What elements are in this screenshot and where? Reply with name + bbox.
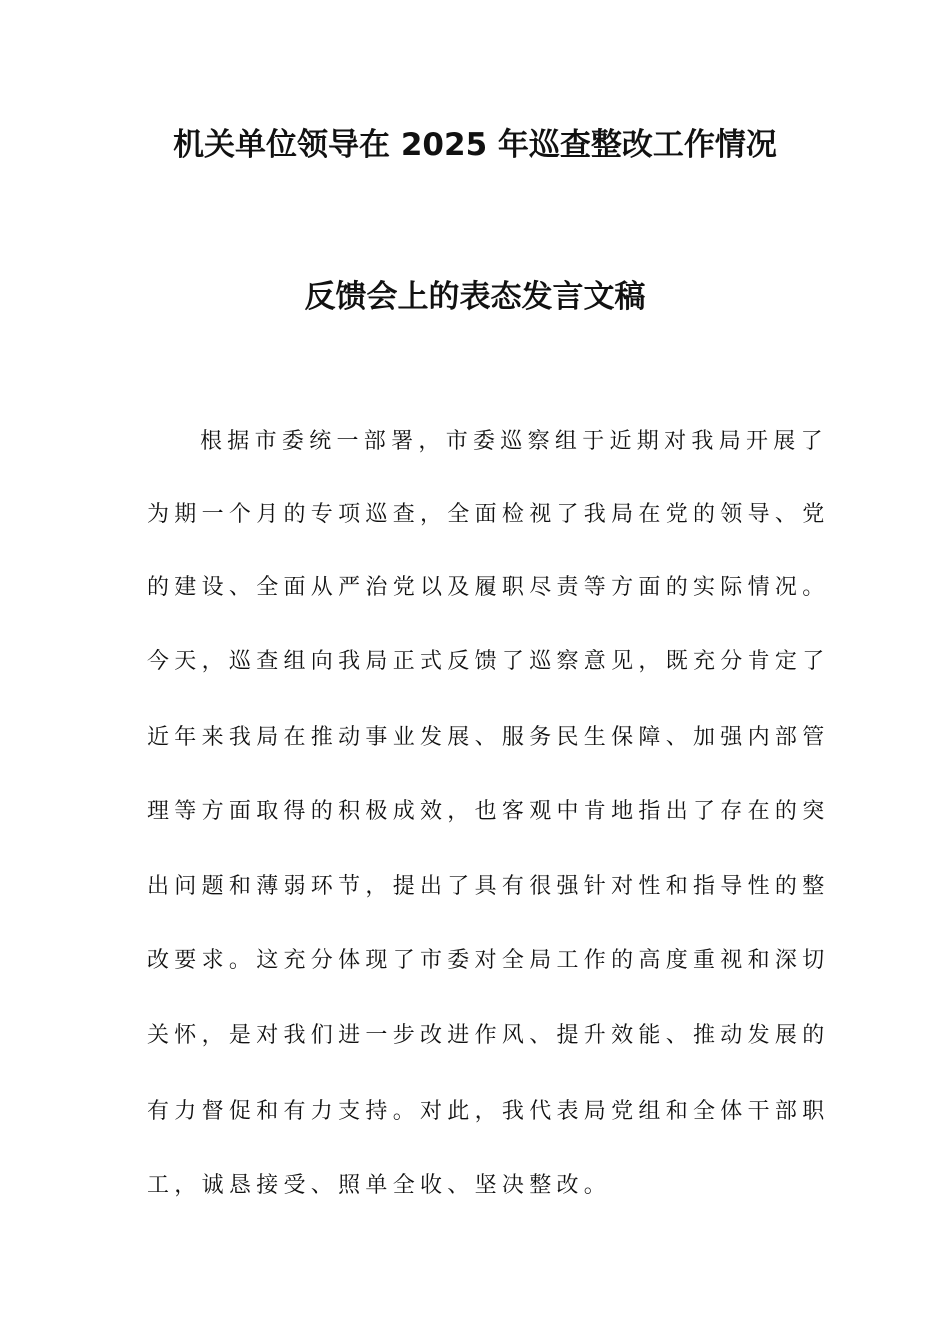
paragraph-line: 出问题和薄弱环节，提出了具有很强针对性和指导性的整 xyxy=(147,874,830,899)
paragraph-line: 近年来我局在推动事业发展、服务民生保障、加强内部管 xyxy=(147,725,830,750)
paragraph-line: 的建设、全面从严治党以及履职尽责等方面的实际情况。 xyxy=(147,575,830,600)
paragraph-line: 改要求。这充分体现了市委对全局工作的高度重视和深切 xyxy=(147,948,830,973)
paragraph-line: 工，诚恳接受、照单全收、坚决整改。 xyxy=(147,1173,612,1198)
paragraph-line: 有力督促和有力支持。对此，我代表局党组和全体干部职 xyxy=(147,1099,830,1124)
paragraph-line: 为期一个月的专项巡查，全面检视了我局在党的领导、党 xyxy=(147,502,830,527)
document-title-line-2: 反馈会上的表态发言文稿 xyxy=(304,279,646,315)
paragraph-line: 根据市委统一部署，市委巡察组于近期对我局开展了 xyxy=(200,429,828,454)
document-title-line-1: 机关单位领导在 2025 年巡查整改工作情况 xyxy=(173,127,777,163)
paragraph-line: 关怀，是对我们进一步改进作风、提升效能、推动发展的 xyxy=(147,1023,830,1048)
paragraph-line: 今天，巡查组向我局正式反馈了巡察意见，既充分肯定了 xyxy=(147,649,830,674)
paragraph-line: 理等方面取得的积极成效，也客观中肯地指出了存在的突 xyxy=(147,799,830,824)
